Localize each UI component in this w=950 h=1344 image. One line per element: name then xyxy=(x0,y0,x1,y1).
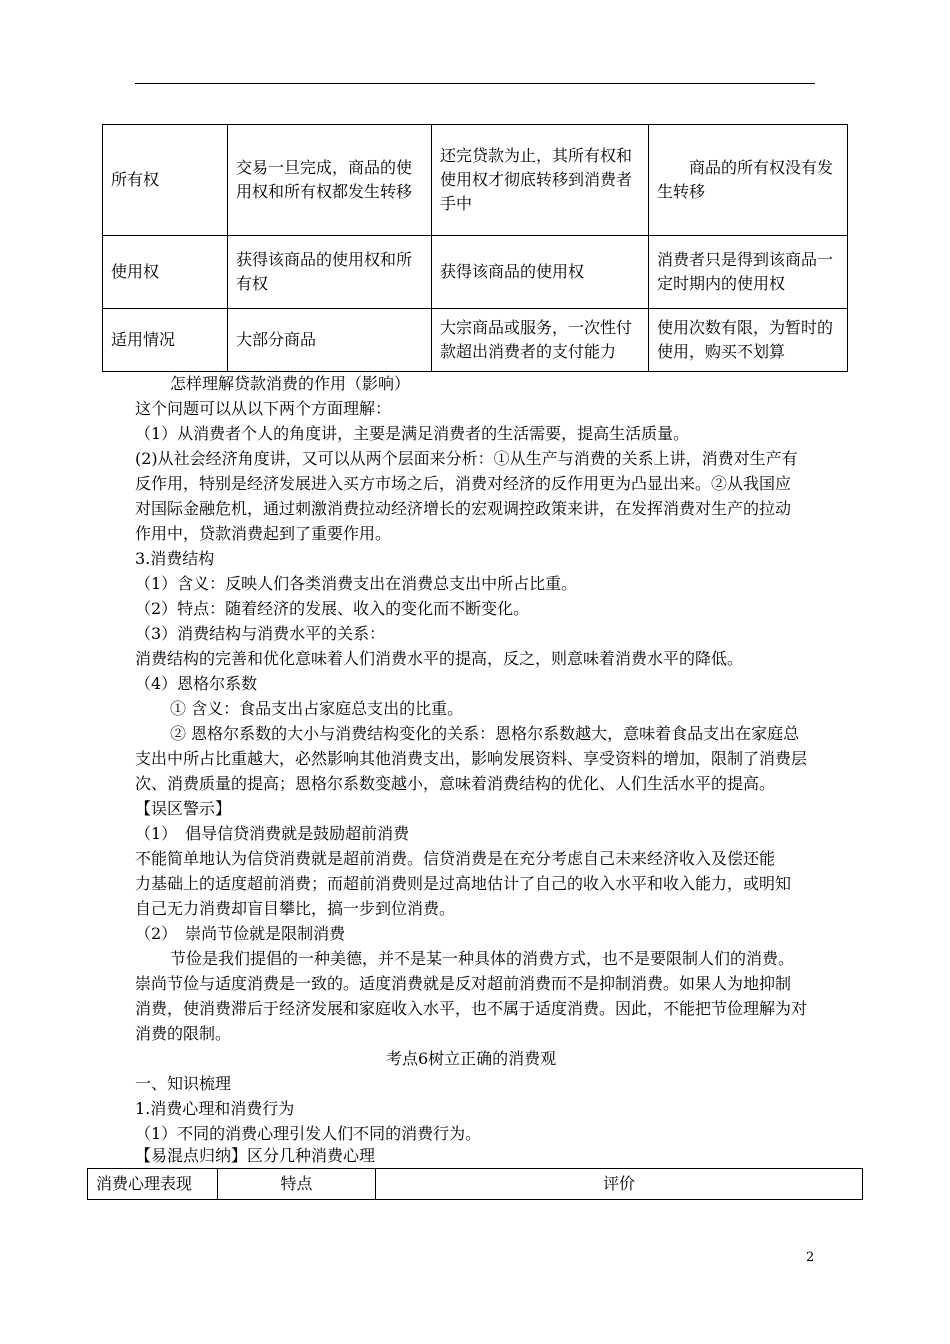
section-heading: 怎样理解贷款消费的作用（影响） xyxy=(170,374,411,393)
section-heading: 一、知识梳理 xyxy=(135,1074,232,1093)
table-cell: 获得该商品的使用权和所有权 xyxy=(228,236,432,309)
text-line: 节俭是我们提倡的一种美德，并不是某一种具体的消费方式，也不是要限制人们的消费。 xyxy=(170,949,795,968)
table-cell: 使用次数有限，为暂时的使用，购买不划算 xyxy=(649,309,848,372)
section-heading: 【误区警示】 xyxy=(135,799,232,818)
text-line: 自己无力消费却盲目攀比，搞一步到位消费。 xyxy=(135,899,456,918)
row-label: 所有权 xyxy=(103,125,228,236)
table-row xyxy=(103,309,848,372)
text-line: 力基础上的适度超前消费；而超前消费则是过高地估计了自己的收入水平和收入能力，或明知 xyxy=(135,874,792,893)
text-line: 这个问题可以从以下两个方面理解： xyxy=(135,399,392,418)
section-heading: 【易混点归纳】区分几种消费心理 xyxy=(135,1146,376,1165)
table-header-row xyxy=(88,1169,863,1200)
text-line: （1）含义：反映人们各类消费支出在消费总支出中所占比重。 xyxy=(135,574,578,593)
text-line: （1）不同的消费心理引发人们不同的消费行为。 xyxy=(135,1124,482,1143)
text-line: 不能简单地认为信贷消费就是超前消费。信贷消费是在充分考虑自己未来经济收入及偿还能 xyxy=(135,849,776,868)
column-header: 评价 xyxy=(376,1169,863,1200)
row-label: 适用情况 xyxy=(103,309,228,372)
section-title: 考点6树立正确的消费观 xyxy=(386,1049,557,1068)
column-header: 消费心理表现 xyxy=(88,1169,218,1200)
text-line: 次、消费质量的提高；恩格尔系数变越小，意味着消费结构的优化、人们生活水平的提高。 xyxy=(135,774,776,793)
text-line: （3）消费结构与消费水平的关系： xyxy=(135,624,386,643)
text-line: 消费，使消费滞后于经济发展和家庭收入水平，也不属于适度消费。因此，不能把节俭理解为对 xyxy=(135,999,808,1018)
table-row xyxy=(103,125,848,236)
text-line: （2）特点：随着经济的发展、收入的变化而不断变化。 xyxy=(135,599,530,618)
text-line: 崇尚节俭与适度消费是一致的。适度消费就是反对超前消费而不是抑制消费。如果人为地抑制 xyxy=(135,974,792,993)
text-line: (2)从社会经济角度讲，又可以从两个层面来分析：①从生产与消费的关系上讲，消费对生产有 xyxy=(135,449,798,468)
table-cell: 消费者只是得到该商品一定时期内的使用权 xyxy=(649,236,848,309)
table-cell: 还完贷款为止，其所有权和使用权才彻底转移到消费者手中 xyxy=(432,125,649,236)
text-line: ① 含义：食品支出占家庭总支出的比重。 xyxy=(170,699,464,718)
table-cell: 大宗商品或服务，一次性付款超出消费者的支付能力 xyxy=(432,309,649,372)
text-line: 对国际金融危机，通过刺激消费拉动经济增长的宏观调控政策来讲，在发挥消费对生产的拉动 xyxy=(135,499,792,518)
text-line: （1）从消费者个人的角度讲，主要是满足消费者的生活需要，提高生活质量。 xyxy=(135,424,690,443)
section-heading: 3.消费结构 xyxy=(135,549,215,568)
page-number: 2 xyxy=(806,1250,815,1265)
comparison-table xyxy=(102,124,848,372)
text-line: （1） 倡导信贷消费就是鼓励超前消费 xyxy=(135,824,410,843)
text-line: 作用中，贷款消费起到了重要作用。 xyxy=(135,524,392,543)
text-line: （2） 崇尚节俭就是限制消费 xyxy=(135,924,346,943)
text-line: 消费的限制。 xyxy=(135,1024,232,1043)
consumer-psychology-table xyxy=(87,1168,863,1200)
table-cell: 获得该商品的使用权 xyxy=(432,236,649,309)
text-line: ② 恩格尔系数的大小与消费结构变化的关系：恩格尔系数越大，意味着食品支出在家庭总 xyxy=(170,724,800,743)
table-row xyxy=(103,236,848,309)
text-line: 支出中所占比重越大，必然影响其他消费支出，影响发展资料、享受资料的增加，限制了消费层 xyxy=(135,749,808,768)
table-cell: 交易一旦完成，商品的使用权和所有权都发生转移 xyxy=(228,125,432,236)
row-label: 使用权 xyxy=(103,236,228,309)
header-rule xyxy=(135,83,815,84)
column-header: 特点 xyxy=(218,1169,376,1200)
text-line: 反作用，特别是经济发展进入买方市场之后，消费对经济的反作用更为凸显出来。②从我国应 xyxy=(135,474,792,493)
section-heading: 1.消费心理和消费行为 xyxy=(135,1099,295,1118)
table-cell: 大部分商品 xyxy=(228,309,432,372)
text-line: （4）恩格尔系数 xyxy=(135,674,258,693)
table-cell: 商品的所有权没有发生转移 xyxy=(649,125,848,236)
text-line: 消费结构的完善和优化意味着人们消费水平的提高，反之，则意味着消费水平的降低。 xyxy=(135,649,744,668)
